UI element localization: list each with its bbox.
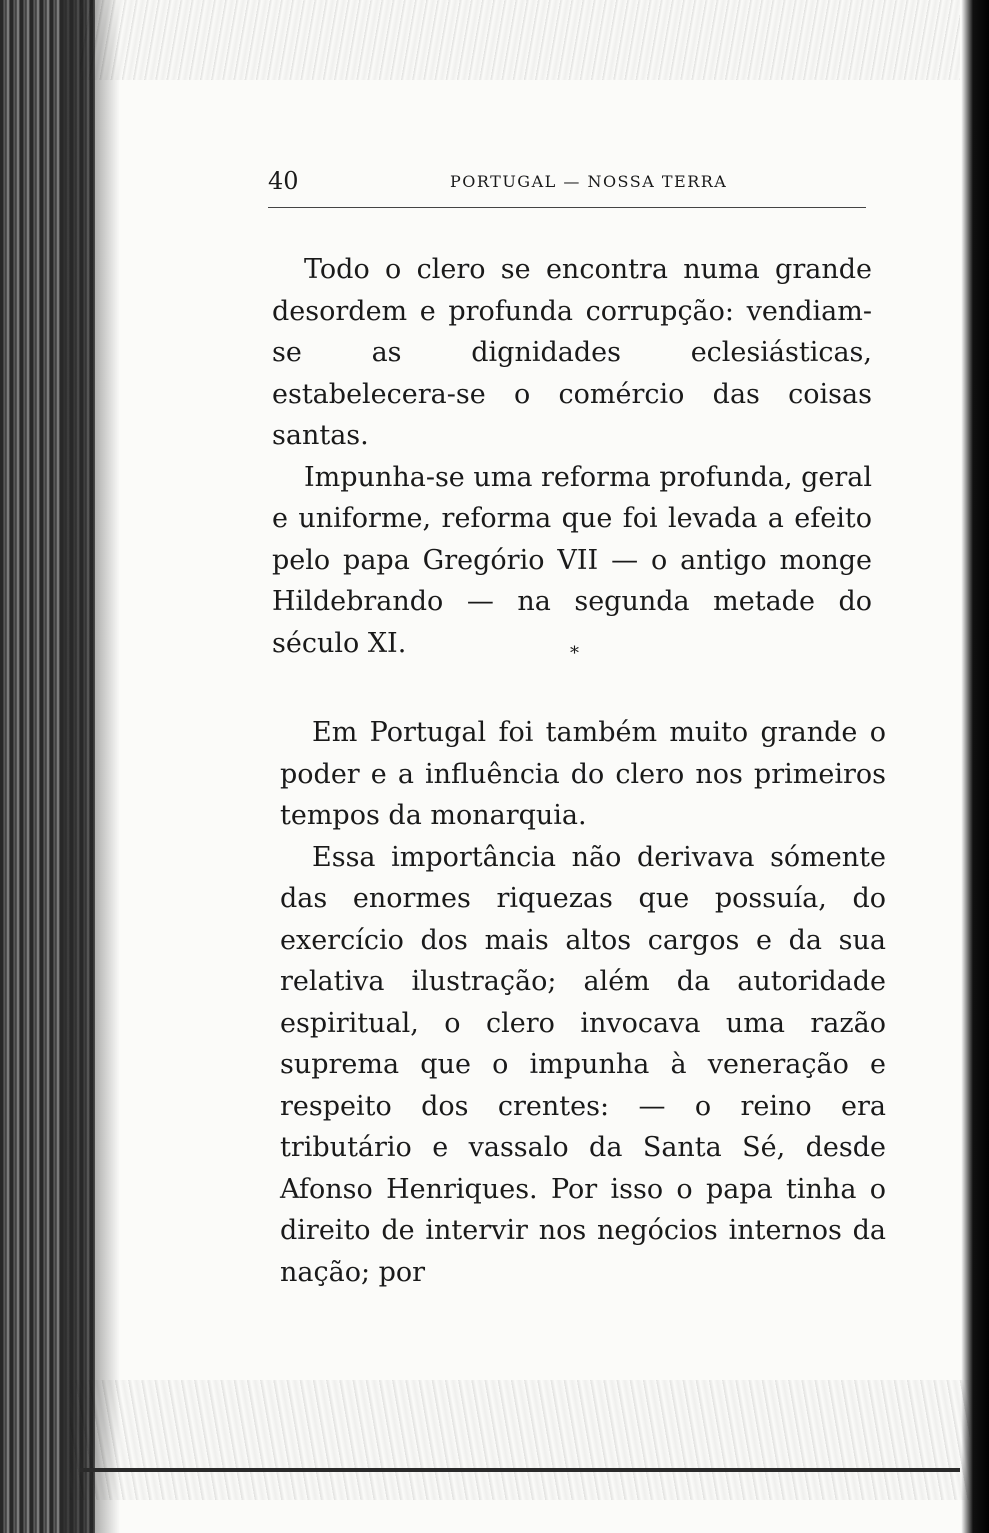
page-header bbox=[268, 166, 868, 196]
paragraph: Impunha-se uma reforma profunda, geral e uniforme, reforma que foi levada a efeito pelo papa Gregório VII — o antigo monge Hildebrando — na segunda metade do século XI. bbox=[272, 461, 873, 659]
binding-shadow bbox=[60, 0, 120, 1533]
paragraph: Essa importância não derivava sómente das enormes riquezas que possuía, do exercício dos mais altos cargos e da sua relativa ilustração; além da autoridade espiritual, o clero invocava uma razão suprema que o impunha à veneração e respeito dos crentes: — o reino era tributário e vassalo da Santa Sé, desde Afonso Henriques. Por isso o papa tinha o direito de intervir nos negócios internos da nação; por bbox=[280, 841, 886, 1288]
paragraph: Todo o clero se encontra numa grande desordem e profunda corrupção: vendiam-se as dignidades eclesiásticas, estabelecera-se o comércio das coisas santas. bbox=[272, 254, 872, 451]
running-head: PORTUGAL — NOSSA TERRA bbox=[450, 172, 728, 191]
header-rule bbox=[268, 207, 866, 208]
page-bottom-edge bbox=[80, 1468, 960, 1472]
paragraph: Em Portugal foi também muito grande o poder e a influência do clero nos primeiros tempos da monarquia. bbox=[280, 717, 886, 831]
book-binding-right bbox=[961, 0, 989, 1533]
scan-noise-top bbox=[80, 0, 960, 80]
text-section-2 bbox=[280, 712, 886, 1293]
page-number: 40 bbox=[268, 167, 299, 195]
scan-noise-bottom bbox=[70, 1380, 970, 1500]
section-separator: * bbox=[570, 643, 579, 664]
text-section-1 bbox=[272, 249, 872, 664]
